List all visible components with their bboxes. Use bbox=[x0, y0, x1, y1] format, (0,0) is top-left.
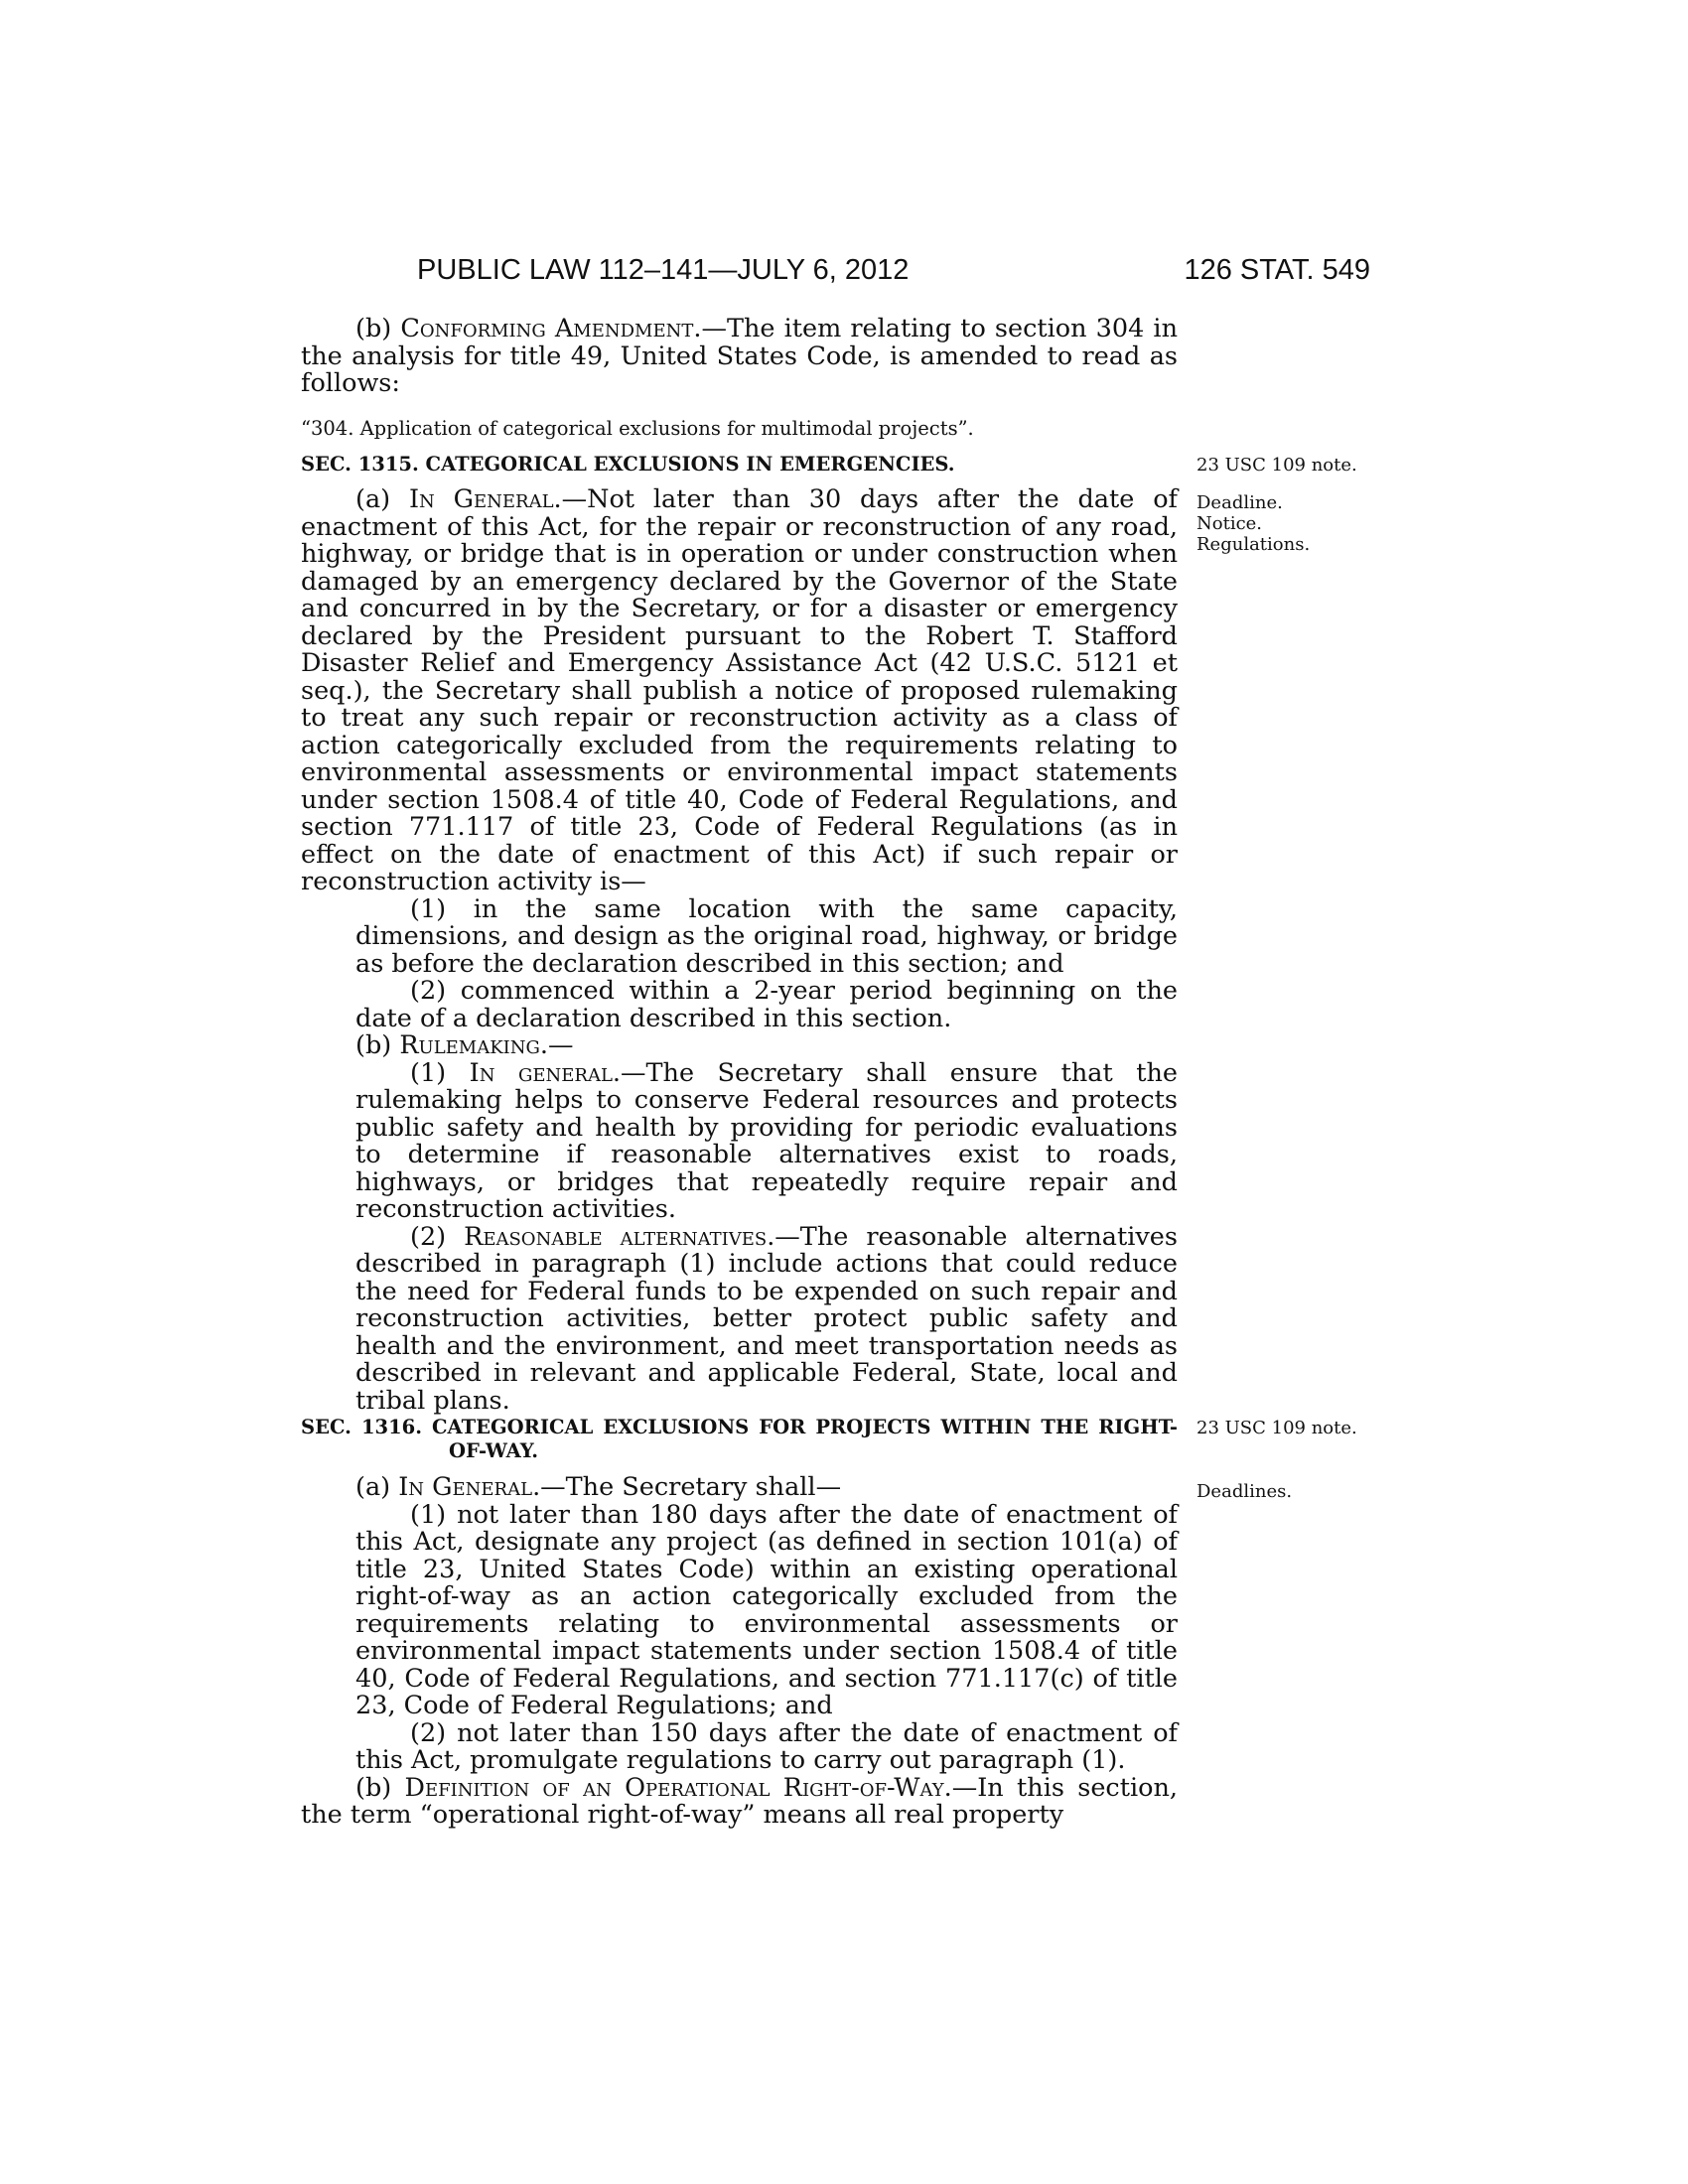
sec-1315-paragraph-a1: (1) in the same location with the same capacity, dimensions, and design as the original road, highway, or bridge as before the declaration described in this section; and bbox=[355, 893, 1178, 979]
sec-1315-paragraph-a2: (2) commenced within a 2-year period beginning on the date of a declaration described in this section. bbox=[355, 976, 1178, 1033]
sec-1315-subsection-b: (b) Rulemaking.— bbox=[355, 1030, 574, 1060]
side-note-deadline: Deadline. bbox=[1196, 492, 1283, 513]
side-note-regulations: Regulations. bbox=[1196, 534, 1311, 555]
sec-1316-subsection-b: (b) Definition of an Operational Right-of-Way.—In this section, the term “operational right-of-way” means all real property bbox=[301, 1772, 1178, 1830]
page-header bbox=[417, 250, 1370, 290]
conforming-amendment-block bbox=[301, 316, 1178, 398]
sec-1315-paragraph-b2: (2) Reasonable alternatives.—The reasonable alternatives described in paragraph (1) include actions that could reduce the need for Federal funds to be expended on such repair and reconstruction activities, better protect public safety and health and the environment, and meet transportation needs as described in relevant and applicable Federal, State, local and tribal plans. bbox=[355, 1221, 1178, 1416]
conforming-amendment-heading: Conforming Amendment bbox=[400, 314, 694, 343]
sec-1315-side-notes bbox=[1196, 492, 1395, 555]
sec-1316-subsection-a: (a) In General.—The Secretary shall— bbox=[355, 1472, 842, 1502]
sec-1316-paragraph-a2: (2) not later than 150 days after the date of enactment of this Act, promulgate regulations to carry out paragraph (1). bbox=[355, 1717, 1178, 1775]
conforming-item-block bbox=[301, 417, 1178, 441]
sec-1315-heading: SEC. 1315. CATEGORICAL EXCLUSIONS IN EMERGENCIES. bbox=[301, 453, 955, 476]
side-note-notice: Notice. bbox=[1196, 513, 1263, 534]
sec-1316-heading-block bbox=[301, 1416, 1178, 1463]
sec-1316-usc-note: 23 USC 109 note. bbox=[1196, 1418, 1357, 1438]
sec-1315-usc-note: 23 USC 109 note. bbox=[1196, 455, 1357, 476]
sec-1316-b-heading: Definition of an Operational Right-of-Way bbox=[404, 1772, 944, 1803]
sec-1315-a-heading: In General bbox=[408, 484, 554, 514]
sec-1315-paragraph-b1: (1) In general.—The Secretary shall ensure that the rulemaking helps to conserve Federal resources and protects public safety and health by providing for periodic evaluations to determine if reasonable alternatives exist to roads, highways, or bridges that repeatedly require repair and reconstruction activities. bbox=[355, 1057, 1178, 1224]
sec-1315-b-heading: Rulemaking bbox=[399, 1030, 540, 1060]
sec-1315-heading-block bbox=[301, 453, 1178, 477]
sec-1315-subsection-a: (a) In General.—Not later than 30 days after the date of enactment of this Act, for the repair or reconstruction of any road, highway, or bridge that is in operation or under construction when damaged by an emergency declared by the Governor of the State and concurred in by the Secretary, or for a disaster or emergency declared by the President pursuant to the Robert T. Stafford Disaster Relief and Emergency Assistance Act (42 U.S.C. 5121 et seq.), the Secretary shall publish a notice of proposed rulemaking to treat any such repair or reconstruction activity as a class of action categorically excluded from the requirements relating to environmental assessments or environmental impact statements under section 1508.4 of title 40, Code of Federal Regulations, and section 771.117 of title 23, Code of Federal Regulations (as in effect on the date of enactment of this Act) if such repair or reconstruction activity is— bbox=[301, 484, 1178, 896]
sec-1315-b1-heading: In general bbox=[469, 1057, 613, 1088]
conforming-amendment-item: “304. Application of categorical exclusions for multimodal projects”. bbox=[301, 417, 974, 440]
sec-1316-heading: SEC. 1316. CATEGORICAL EXCLUSIONS FOR PROJECTS WITHIN THE RIGHT-OF-WAY. bbox=[301, 1416, 1178, 1462]
conforming-amendment-paragraph: (b) Conforming Amendment.—The item relating to section 304 in the analysis for title 49, United States Code, is amended to read as follows: bbox=[301, 314, 1178, 398]
law-title: PUBLIC LAW 112–141—JULY 6, 2012 bbox=[417, 254, 910, 286]
sec-1315-b2-heading: Reasonable alternatives bbox=[464, 1221, 768, 1252]
sec-1316-a-heading: In General bbox=[398, 1472, 533, 1502]
sec-1316-side-note-deadlines: Deadlines. bbox=[1196, 1481, 1293, 1502]
statute-reference: 126 STAT. 549 bbox=[1184, 254, 1370, 286]
sec-1316-paragraph-a1: (1) not later than 180 days after the date of enactment of this Act, designate any project (as defined in section 101(a) of title 23, United States Code) within an existing operational right-of-way as an action categorically excluded from the requirements relating to environmental assessments or environmental impact statements under section 1508.4 of title 40, Code of Federal Regulations, and section 771.117(c) of title 23, Code of Federal Regulations; and bbox=[355, 1499, 1178, 1720]
sec-1316-body bbox=[301, 1474, 1178, 1830]
sec-1315-body bbox=[301, 486, 1178, 1415]
